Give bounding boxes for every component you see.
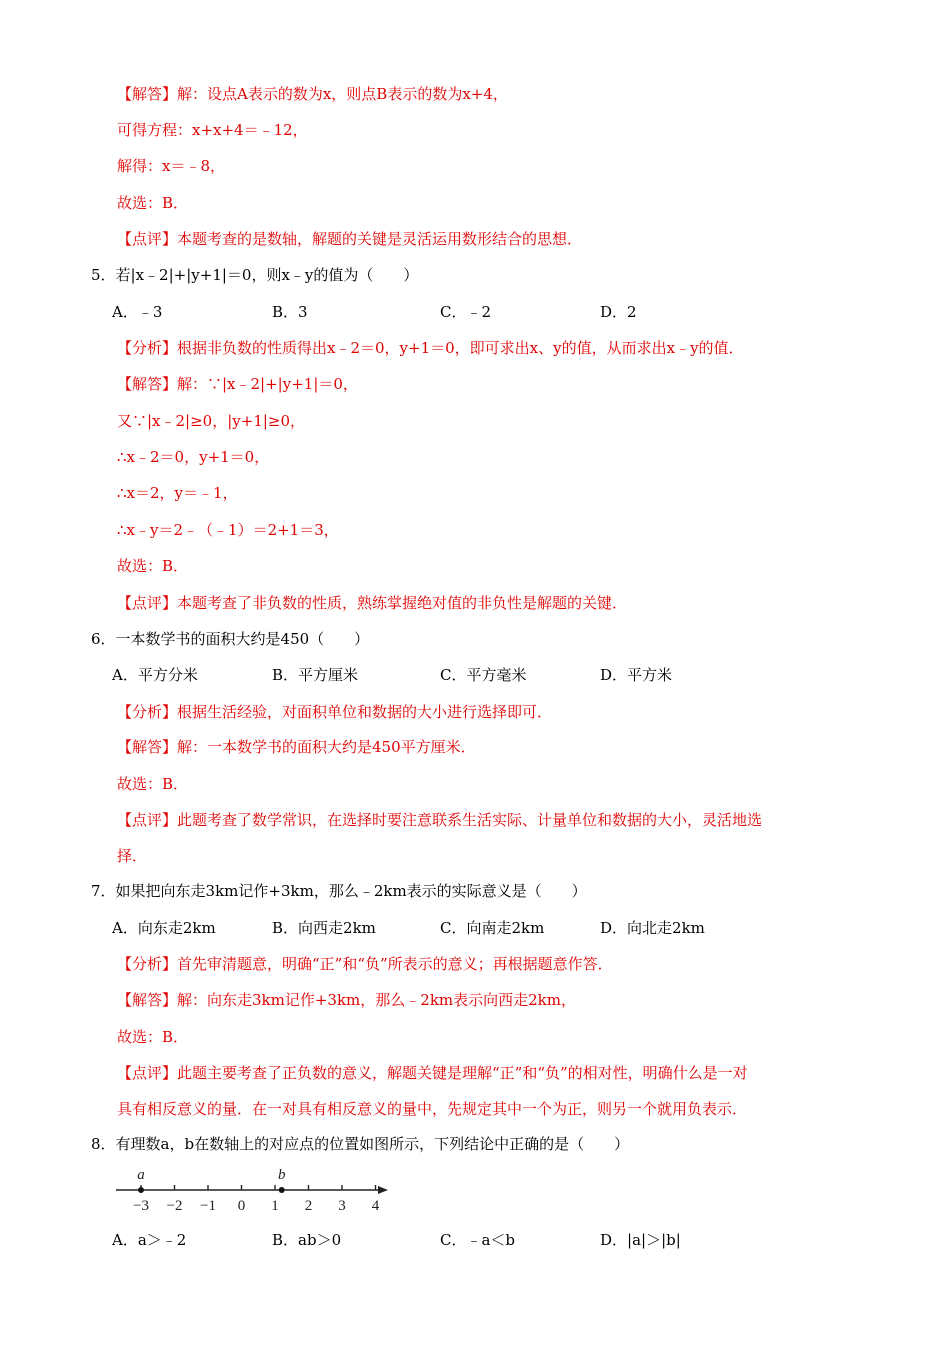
solution-line: ∴x﹣y＝2﹣（﹣1）＝2+1＝3， — [117, 521, 339, 539]
question-line: 7．如果把向东走3km记作+3km，那么﹣2km表示的实际意义是（ ） — [91, 882, 587, 900]
tick-label: 0 — [237, 1198, 246, 1214]
solution-line: 【点评】此题主要考查了正负数的意义，解题关键是理解“正”和“负”的相对性，明确什么是一对 — [117, 1064, 748, 1082]
tick-label: 4 — [371, 1198, 380, 1214]
answer-option: D．向北走2km — [600, 919, 705, 937]
answer-option: A．向东走2km — [112, 919, 216, 937]
point-label: b — [277, 1167, 286, 1183]
tick-label: −1 — [200, 1198, 216, 1214]
solution-line: 【解答】解：设点A表示的数为x，则点B表示的数为x+4， — [117, 85, 508, 103]
solution-line: 【解答】解：一本数学书的面积大约是450平方厘米． — [117, 738, 476, 756]
solution-line: 【解答】解：向东走3km记作+3km，那么﹣2km表示向西走2km， — [117, 991, 576, 1009]
answer-option: C．﹣a＜b — [440, 1231, 516, 1249]
point-a — [138, 1187, 144, 1193]
answer-option: A．a＞﹣2 — [112, 1231, 187, 1249]
tick-label: 1 — [271, 1198, 279, 1214]
solution-line: 具有相反意义的量．在一对具有相反意义的量中，先规定其中一个为正，则另一个就用负表示． — [117, 1100, 748, 1118]
solution-line: 【点评】此题考查了数学常识，在选择时要注意联系生活实际、计量单位和数据的大小，灵活地选 — [117, 811, 763, 829]
tick-label: −2 — [166, 1198, 183, 1214]
answer-option: D．平方米 — [600, 666, 673, 684]
solution-line: 可得方程：x+x+4＝﹣12， — [117, 121, 308, 139]
answer-option: A．﹣3 — [112, 303, 163, 321]
solution-line: 解得：x＝﹣8， — [117, 157, 226, 175]
solution-line: 择． — [117, 847, 148, 865]
tick-label: −3 — [133, 1198, 149, 1214]
question-line: 5．若|x﹣2|+|y+1|＝0，则x﹣y的值为（ ） — [91, 266, 419, 284]
number-line-figure — [112, 1162, 402, 1218]
solution-line: 【点评】本题考查了非负数的性质，熟练掌握绝对值的非负性是解题的关键． — [117, 594, 628, 612]
tick-label: 2 — [304, 1198, 313, 1214]
solution-line: 【点评】本题考查的是数轴，解题的关键是灵活运用数形结合的思想． — [117, 230, 583, 248]
answer-option: C．﹣2 — [440, 303, 492, 321]
answer-option: D．|a|＞|b| — [600, 1231, 681, 1249]
solution-line: 故选：B． — [117, 194, 189, 212]
axis-arrow — [378, 1186, 388, 1194]
point-label: a — [137, 1167, 145, 1183]
answer-option: C．平方毫米 — [440, 666, 527, 684]
solution-line: ∴x＝2，y＝﹣1， — [117, 484, 238, 502]
tick-label: 3 — [338, 1198, 346, 1214]
answer-option: B．平方厘米 — [272, 666, 359, 684]
answer-option: B．3 — [272, 303, 308, 321]
solution-line: 故选：B． — [117, 557, 189, 575]
solution-line: 又∵|x﹣2|≥0，|y+1|≥0， — [117, 412, 306, 430]
solution-line: 【解答】解：∵|x﹣2|+|y+1|＝0， — [117, 375, 358, 393]
solution-line: 【分析】根据生活经验，对面积单位和数据的大小进行选择即可． — [117, 703, 553, 721]
question-line: 6．一本数学书的面积大约是450（ ） — [91, 630, 370, 648]
solution-line: ∴x﹣2＝0，y+1＝0， — [117, 448, 270, 466]
answer-option: B．向西走2km — [272, 919, 376, 937]
answer-option: B．ab＞0 — [272, 1231, 342, 1249]
answer-option: A．平方分米 — [112, 666, 198, 684]
question-line: 8．有理数a，b在数轴上的对应点的位置如图所示，下列结论中正确的是（ ） — [91, 1135, 630, 1153]
answer-option: C．向南走2km — [440, 919, 545, 937]
solution-line: 故选：B． — [117, 1028, 189, 1046]
answer-option: D．2 — [600, 303, 637, 321]
solution-line: 故选：B． — [117, 775, 189, 793]
solution-line: 【分析】根据非负数的性质得出x﹣2＝0，y+1＝0，即可求出x、y的值，从而求出x﹣y的值． — [117, 339, 744, 357]
solution-line: 【分析】首先审清题意，明确“正”和“负”所表示的意义；再根据题意作答． — [117, 955, 613, 973]
point-b — [279, 1187, 285, 1193]
